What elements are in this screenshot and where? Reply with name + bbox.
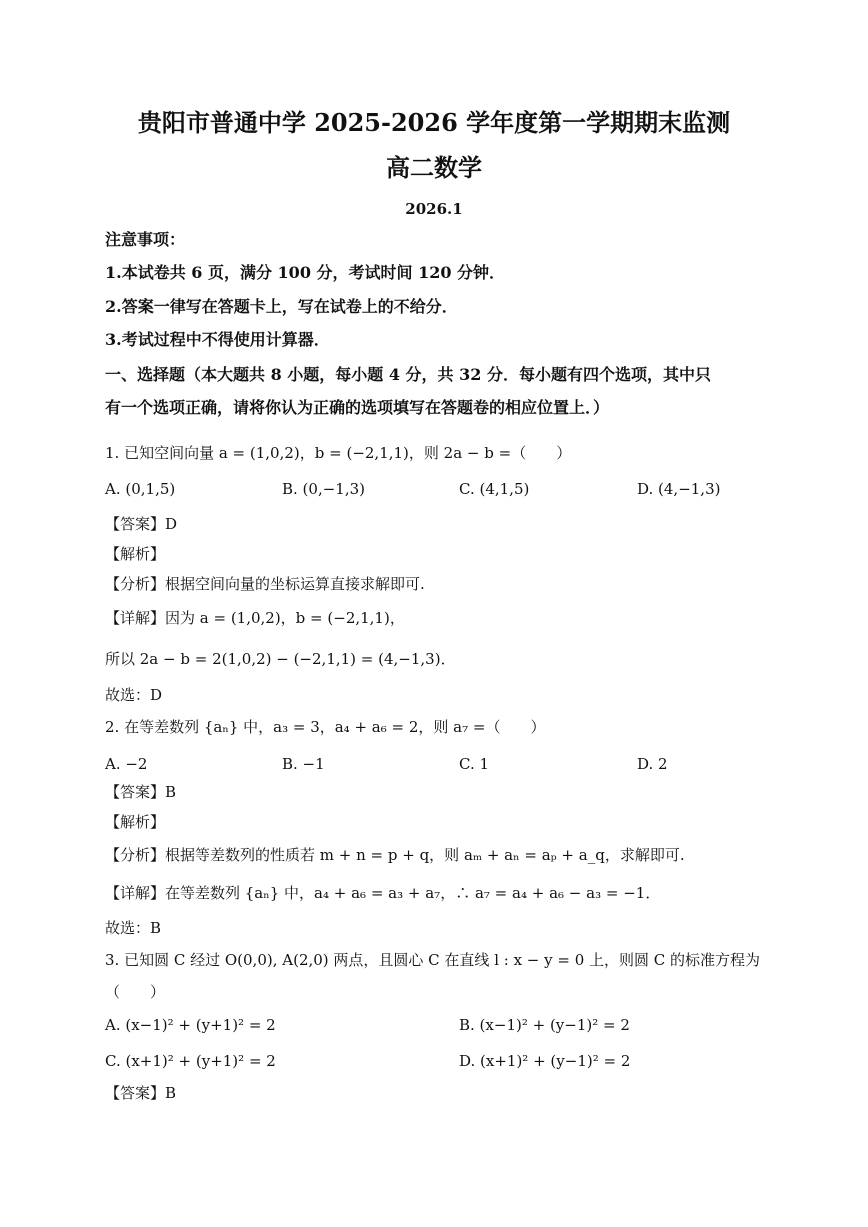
q1-jiexi: 【解析】 (105, 545, 166, 563)
exam-title: 贵阳市普通中学 2025-2026 学年度第一学期期末监测 (137, 108, 731, 137)
q1-fenxi: 【分析】根据空间向量的坐标运算直接求解即可. (105, 575, 425, 593)
q1-choice: 故选：D (105, 686, 163, 704)
q1-option-d: D. (4,−1,3) (637, 480, 721, 498)
q1-option-b: B. (0,−1,3) (282, 480, 365, 498)
section-heading-line2: 有一个选项正确，请将你认为正确的选项填写在答题卷的相应位置上．） (105, 398, 610, 417)
q3-option-c: C. (x+1)² + (y+1)² = 2 (105, 1052, 276, 1070)
q1-answer: 【答案】D (105, 515, 178, 533)
notice-item-1: 1.本试卷共 6 页，满分 100 分，考试时间 120 分钟． (105, 263, 506, 282)
exam-date: 2026.1 (405, 200, 463, 218)
q2-jiexi: 【解析】 (105, 813, 166, 831)
notice-item-3: 3.考试过程中不得使用计算器． (105, 330, 330, 349)
q3-option-a: A. (x−1)² + (y+1)² = 2 (105, 1016, 276, 1034)
section-heading-line1: 一、选择题（本大题共 8 小题，每小题 4 分，共 32 分．每小题有四个选项，其中只 (105, 365, 711, 384)
subject-title: 高二数学 (386, 153, 482, 182)
q1-option-c: C. (4,1,5) (459, 480, 530, 498)
q3-answer: 【答案】B (105, 1084, 177, 1102)
q3-option-b: B. (x−1)² + (y−1)² = 2 (459, 1016, 630, 1034)
q2-option-d: D. 2 (637, 755, 668, 773)
q2-choice: 故选：B (105, 919, 162, 937)
q1-step: 所以 2a − b = 2(1,0,2) − (−2,1,1) = (4,−1,3)． (105, 650, 456, 668)
q3-stem: 3. 已知圆 C 经过 O(0,0), A(2,0) 两点，且圆心 C 在直线 l : x − y = 0 上，则圆 C 的标准方程为 (105, 951, 761, 969)
q2-xiangjie: 【详解】在等差数列 {aₙ} 中，a₄ + a₆ = a₃ + a₇，∴ a₇ = a₄ + a₆ − a₃ = −1． (105, 884, 661, 902)
q2-fenxi: 【分析】根据等差数列的性质若 m + n = p + q，则 aₘ + aₙ = aₚ + a_q，求解即可. (105, 846, 685, 864)
q3-option-d: D. (x+1)² + (y−1)² = 2 (459, 1052, 631, 1070)
q2-stem: 2. 在等差数列 {aₙ} 中，a₃ = 3，a₄ + a₆ = 2，则 a₇ =（ ） (105, 718, 546, 736)
q2-answer: 【答案】B (105, 783, 177, 801)
q2-option-c: C. 1 (459, 755, 490, 773)
q1-option-a: A. (0,1,5) (105, 480, 176, 498)
q1-stem: 1. 已知空间向量 a = (1,0,2)，b = (−2,1,1)，则 2a − b =（ ） (105, 444, 572, 462)
notice-heading: 注意事项： (105, 230, 186, 249)
q2-option-b: B. −1 (282, 755, 325, 773)
notice-item-2: 2.答案一律写在答题卡上，写在试卷上的不给分． (105, 297, 458, 316)
q1-xiangjie: 【详解】因为 a = (1,0,2)，b = (−2,1,1)， (105, 609, 405, 627)
q3-stem-paren: （ ） (105, 983, 166, 1001)
q2-option-a: A. −2 (105, 755, 148, 773)
